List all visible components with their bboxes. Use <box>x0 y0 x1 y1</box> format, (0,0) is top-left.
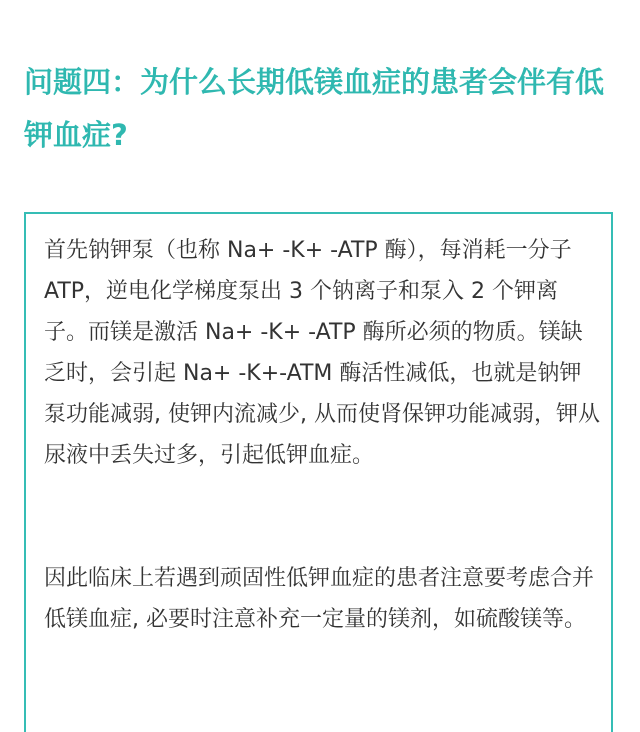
answer-paragraph-2: 因此临床上若遇到顽固性低钾血症的患者注意要考虑合并低镁血症, 必要时注意补充一定量的镁剂，如硫酸镁等。 <box>44 566 595 632</box>
answer-box <box>24 212 613 732</box>
answer-paragraph-1: 首先钠钾泵（也称 Na+ -K+ -ATP 酶），每消耗一分子 ATP，逆电化学梯度泵出 3 个钠离子和泵入 2 个钾离子。而镁是激活 Na+ -K+ -ATP 酶所必须的物质。镁缺乏时，会引起 Na+ -K+-ATM 酶活性减低，也就是钠钾泵功能减弱, 使钾内流减少, 从而使肾保钾功能减弱，钾从尿液中丢失过多，引起低钾血症。 <box>44 238 600 468</box>
question-title: 问题四：为什么长期低镁血症的患者会伴有低钾血症? <box>24 65 605 152</box>
